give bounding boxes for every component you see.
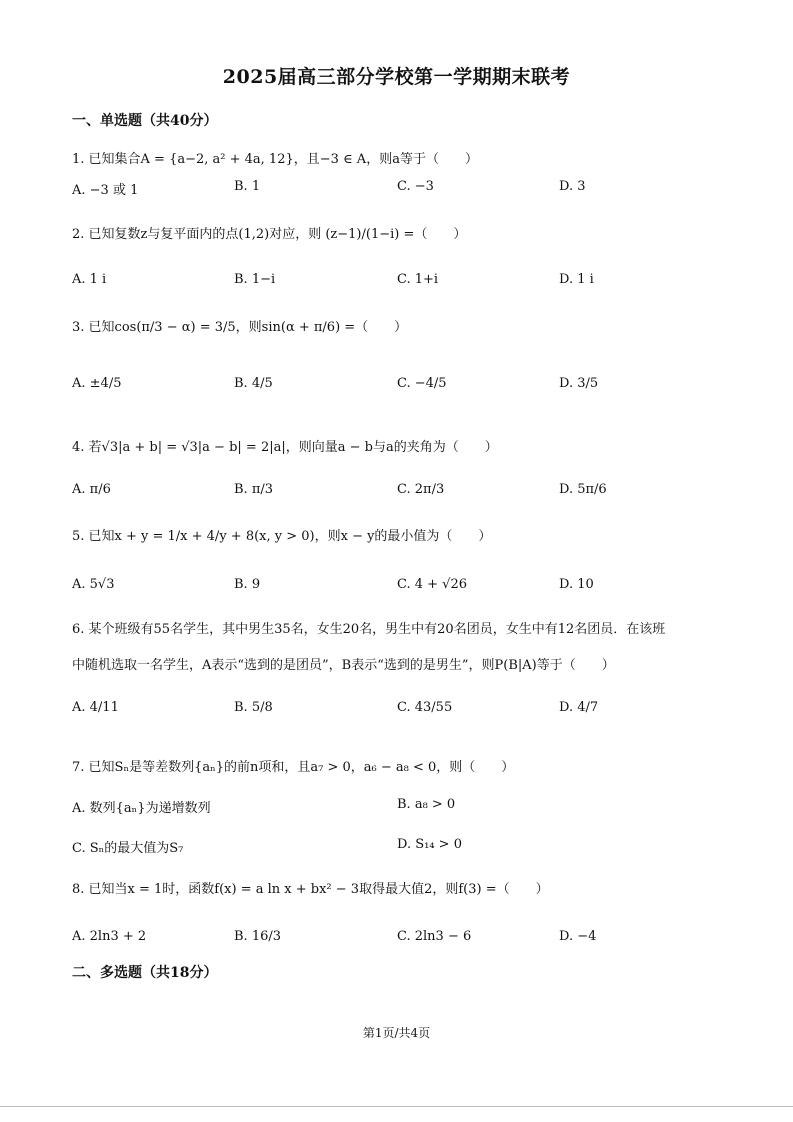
q2-option-c: C. 1+i bbox=[397, 272, 439, 287]
q3-option-b: B. 4/5 bbox=[234, 376, 273, 391]
q5-option-d: D. 10 bbox=[559, 577, 594, 592]
q5-option-c: C. 4 + √26 bbox=[397, 577, 468, 592]
q2-option-a: A. 1 i bbox=[72, 272, 107, 287]
section-heading-multiple-choice: 二、多选题（共18分） bbox=[72, 965, 218, 981]
question-7: 7. 已知Sₙ是等差数列{aₙ}的前n项和，且a₇ > 0，a₆ − a₈ < 0，则（ ） bbox=[72, 760, 515, 775]
q8-option-b: B. 16/3 bbox=[234, 929, 282, 944]
question-1: 1. 已知集合A = {a−2, a² + 4a, 12}，且−3 ∈ A，则a等于（ ） bbox=[72, 152, 478, 167]
page-footer: 第1页/共4页 bbox=[362, 1026, 431, 1040]
page-title: 2025届高三部分学校第一学期期末联考 bbox=[222, 66, 571, 88]
q6-option-d: D. 4/7 bbox=[559, 700, 599, 715]
question-3: 3. 已知cos(π/3 − α) = 3/5，则sin(α + π/6) =（ ） bbox=[72, 320, 408, 335]
q1-option-a: A. −3 或 1 bbox=[72, 183, 139, 198]
question-5: 5. 已知x + y = 1/x + 4/y + 8(x, y > 0)，则x − y的最小值为（ ） bbox=[72, 529, 492, 544]
q2-option-d: D. 1 i bbox=[559, 272, 594, 287]
q7-option-a: A. 数列{aₙ}为递增数列 bbox=[72, 801, 211, 816]
q3-option-a: A. ±4/5 bbox=[72, 376, 122, 391]
q5-option-a: A. 5√3 bbox=[72, 577, 115, 592]
q7-option-b: B. a₈ > 0 bbox=[397, 797, 456, 812]
q8-option-d: D. −4 bbox=[559, 929, 597, 944]
q8-option-c: C. 2ln3 − 6 bbox=[397, 929, 472, 944]
q4-option-a: A. π/6 bbox=[72, 482, 111, 497]
q6-option-c: C. 43/55 bbox=[397, 700, 453, 715]
q1-option-c: C. −3 bbox=[397, 179, 434, 194]
q3-option-c: C. −4/5 bbox=[397, 376, 447, 391]
q3-option-d: D. 3/5 bbox=[559, 376, 599, 391]
q1-option-d: D. 3 bbox=[559, 179, 586, 194]
q4-option-d: D. 5π/6 bbox=[559, 482, 607, 497]
question-6-line-2: 中随机选取一名学生，A表示“选到的是团员”，B表示“选到的是男生”，则P(B|A)等于（ ） bbox=[72, 658, 615, 673]
q4-option-c: C. 2π/3 bbox=[397, 482, 445, 497]
q6-option-b: B. 5/8 bbox=[234, 700, 273, 715]
question-4: 4. 若√3|a + b| = √3|a − b| = 2|a|，则向量a − b与a的夹角为（ ） bbox=[72, 440, 498, 455]
question-6-line-1: 6. 某个班级有55名学生，其中男生35名，女生20名，男生中有20名团员，女生中有12名团员．在该班 bbox=[72, 622, 666, 637]
question-8: 8. 已知当x = 1时，函数f(x) = a ln x + bx² − 3取得最大值2，则f(3) =（ ） bbox=[72, 882, 549, 897]
q7-option-d: D. S₁₄ > 0 bbox=[397, 837, 462, 852]
page-bottom-divider bbox=[0, 1106, 793, 1107]
q2-option-b: B. 1−i bbox=[234, 272, 276, 287]
q8-option-a: A. 2ln3 + 2 bbox=[72, 929, 147, 944]
q1-option-b: B. 1 bbox=[234, 179, 261, 194]
q5-option-b: B. 9 bbox=[234, 577, 261, 592]
question-2: 2. 已知复数z与复平面内的点(1,2)对应，则 (z−1)/(1−i) =（ ） bbox=[72, 227, 467, 242]
q6-option-a: A. 4/11 bbox=[72, 700, 119, 715]
q7-option-c: C. Sₙ的最大值为S₇ bbox=[72, 841, 184, 856]
section-heading-single-choice: 一、单选题（共40分） bbox=[72, 113, 218, 129]
q4-option-b: B. π/3 bbox=[234, 482, 274, 497]
